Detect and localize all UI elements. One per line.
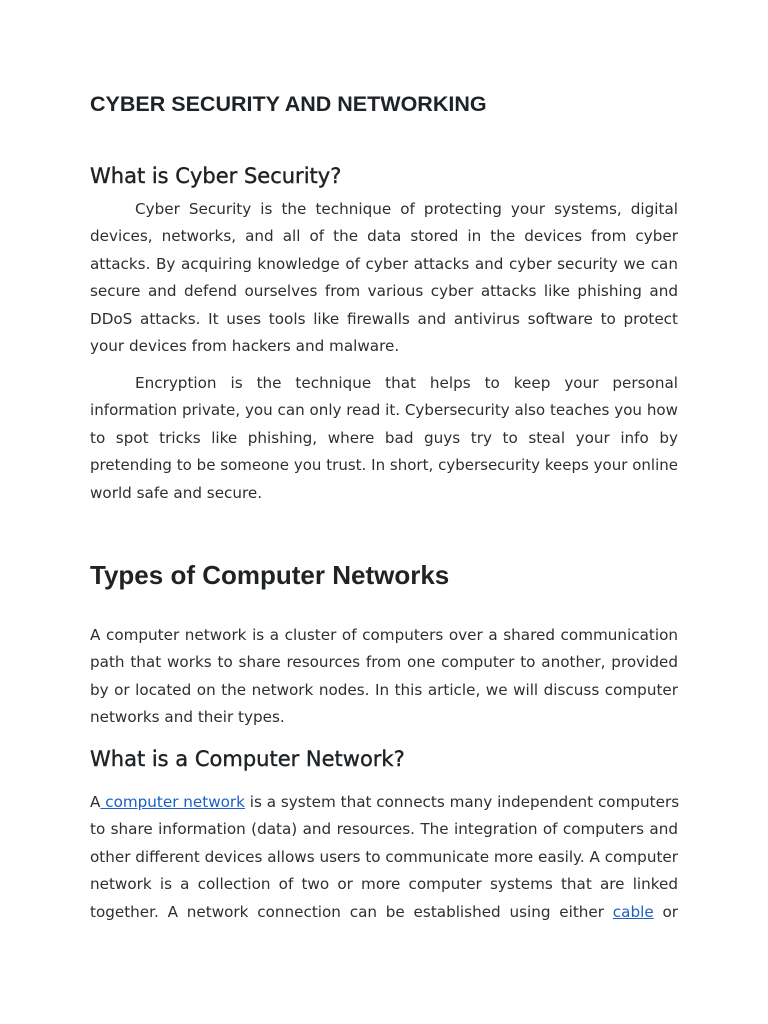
- paragraph-line: together. A network connection can be established using either cable or: [90, 902, 678, 921]
- paragraph-line: information private, you can only read it. Cybersecurity also teaches you how: [90, 401, 678, 420]
- paragraph-line: other different devices allows users to communicate more easily. A computer: [90, 847, 678, 866]
- paragraph-line: network is a collection of two or more computer systems that are linked: [90, 875, 678, 894]
- paragraph-line: path that works to share resources from one computer to another, provided: [90, 653, 678, 672]
- paragraph-cyber-security-definition: [90, 196, 678, 360]
- heading-what-is-cyber-security: What is Cyber Security?: [90, 164, 342, 188]
- paragraph-line: your devices from hackers and malware.: [90, 336, 400, 355]
- paragraph-line: A computer network is a cluster of computers over a shared communication: [90, 626, 678, 644]
- paragraph-line: to share information (data) and resources. The integration of computers and: [90, 820, 678, 839]
- paragraph-line: Encryption is the technique that helps to keep your personal: [135, 374, 678, 392]
- paragraph-line: world safe and secure.: [90, 483, 263, 502]
- paragraph-line: A computer network is a system that connects many independent computers: [90, 793, 680, 811]
- paragraph-computer-network-definition: [90, 789, 678, 926]
- paragraph-network-overview: [90, 622, 678, 732]
- paragraph-line: networks and their types.: [90, 708, 285, 727]
- computer-network-link[interactable]: computer network: [100, 793, 245, 811]
- paragraph-line: devices, networks, and all of the data stored in the devices from cyber: [90, 227, 678, 246]
- heading-what-is-a-computer-network: What is a Computer Network?: [90, 747, 405, 771]
- paragraph-line: to spot tricks like phishing, where bad guys try to steal your info by: [90, 428, 678, 447]
- paragraph-encryption: [90, 370, 678, 507]
- paragraph-line: Cyber Security is the technique of protecting your systems, digital: [135, 200, 678, 218]
- paragraph-line: DDoS attacks. It uses tools like firewalls and antivirus software to protect: [90, 309, 678, 328]
- document-title: CYBER SECURITY AND NETWORKING: [90, 92, 487, 116]
- cable-link[interactable]: cable: [612, 902, 654, 921]
- heading-types-of-computer-networks: Types of Computer Networks: [90, 560, 450, 590]
- paragraph-line: pretending to be someone you trust. In short, cybersecurity keeps your online: [90, 456, 678, 475]
- paragraph-line: by or located on the network nodes. In this article, we will discuss computer: [90, 680, 678, 699]
- paragraph-line: secure and defend ourselves from various cyber attacks like phishing and: [90, 282, 678, 301]
- paragraph-line: attacks. By acquiring knowledge of cyber attacks and cyber security we can: [90, 254, 678, 273]
